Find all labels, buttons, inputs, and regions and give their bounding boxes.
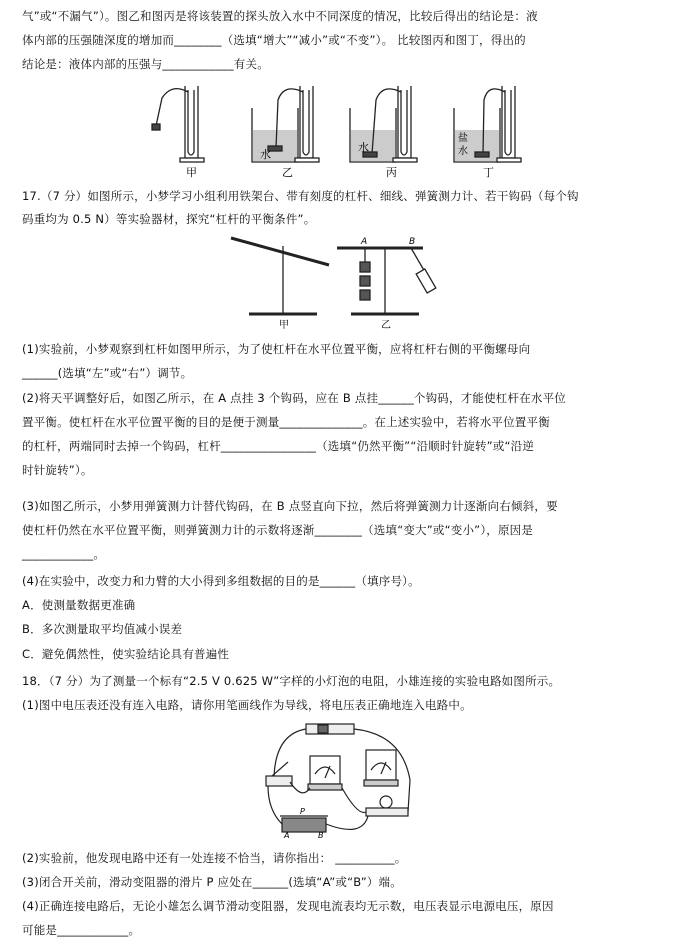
s18-q3-line: (3)闭合开关前，滑动变阻器的滑片 P 应处在______(选填“A”或“B”）端。 — [22, 875, 402, 889]
fig17-label-jia: 甲 — [279, 320, 289, 331]
s17-q2-line-1: (2)将天平调整好后，如图乙所示，在 A 点挂 3 个钩码，应在 B 点挂______个钩码，才能使杠杆在水平位 — [22, 391, 566, 405]
s16-line-3: 结论是：液体内部的压强与____________有关。 — [22, 57, 269, 71]
fig16-salt: 盐 — [458, 133, 468, 144]
s17-q2-line-3: 的杠杆，两端同时去掉一个钩码，杠杆________________（选填“仍然平衡”“沿顺时针旋转”或“沿逆 — [22, 439, 535, 453]
s17-q4-line: (4)在实验中，改变力和力臂的大小得到多组数据的目的是______（填序号）。 — [22, 574, 420, 588]
fig16-water-1: 水 — [260, 148, 271, 161]
fig17-label-yi: 乙 — [381, 320, 391, 331]
s17-q3-line-3: ____________。 — [22, 547, 106, 561]
s17-q2-line-4: 时针旋转”）。 — [22, 463, 93, 477]
s17-intro-2: 码重均为 0.5 N）等实验器材，探究“杠杆的平衡条件”。 — [22, 212, 316, 226]
s17-q2-line-2: 置平衡。使杠杆在水平位置平衡的目的是便于测量______________。在上述实验中，若将水平位置平衡 — [22, 415, 550, 429]
s17-option-c: C．避免偶然性，使实验结论具有普遍性 — [22, 647, 230, 661]
fig17-point-a: A — [361, 237, 368, 247]
s18-q2-line: (2)实验前，他发现电路中还有一处连接不恰当，请你指出： __________。 — [22, 851, 407, 865]
s17-intro-1: 17.（7 分）如图所示，小梦学习小组利用铁架台、带有刻度的杠杆、细线、弹簧测力计、若干钩码（每个钩 — [22, 189, 579, 203]
s17-q3-line-1: (3)如图乙所示，小梦用弹簧测力计替代钩码，在 B 点竖直向下拉，然后将弹簧测力计逐渐向右倾斜，要 — [22, 499, 558, 513]
fig16-water-3: 水 — [458, 146, 468, 157]
s18-intro-2: (1)图中电压表还没有连入电路，请你用笔画线作为导线，将电压表正确地连入电路中。 — [22, 698, 472, 712]
fig18-label-p: P — [300, 807, 305, 816]
fig16-label-ding: 丁 — [483, 166, 494, 178]
s16-line-1: 气”或“不漏气”）。图乙和图丙是将该装置的探头放入水中不同深度的情况，比较后得出的结论是：液 — [22, 9, 538, 23]
s17-q1-line-2: ______(选填“左”或“右”）调节。 — [22, 366, 193, 380]
fig16-label-yi: 乙 — [282, 166, 293, 178]
s17-q1-line-1: (1)实验前，小梦观察到杠杆如图甲所示，为了使杠杆在水平位置平衡，应将杠杆右侧的平衡螺母向 — [22, 342, 531, 356]
fig18-label-a: A — [284, 831, 290, 840]
s17-option-b: B．多次测量取平均值减小误差 — [22, 622, 183, 636]
s18-intro-1: 18．（7 分）为了测量一个标有“2.5 V 0.625 W”字样的小灯泡的电阻，小雄连接的实验电路如图所示。 — [22, 674, 561, 688]
fig16-label-jia: 甲 — [186, 166, 197, 178]
manometer-figure — [150, 78, 530, 178]
fig16-label-bing: 丙 — [386, 166, 397, 178]
s17-q3-line-2: 使杠杆仍然在水平位置平衡，则弹簧测力计的示数将逐渐________（选填“变大”或“变小”），原因是 — [22, 523, 534, 537]
fig17-point-b: B — [409, 237, 416, 247]
s17-option-a: A．使测量数据更准确 — [22, 598, 136, 612]
s16-line-2: 体内部的压强随深度的增加而________（选填“增大”“减小”或“不变”）。 比较图丙和图丁，得出的 — [22, 33, 526, 47]
lever-figure — [225, 232, 455, 332]
fig18-label-b: B — [318, 831, 324, 840]
circuit-figure — [262, 720, 422, 840]
s18-q4-line-1: (4)正确连接电路后，无论小雄怎么调节滑动变阻器，发现电流表均无示数，电压表显示电源电压，原因 — [22, 899, 554, 913]
s18-q4-line-2: 可能是____________。 — [22, 923, 141, 937]
fig16-water-2: 水 — [358, 141, 369, 154]
